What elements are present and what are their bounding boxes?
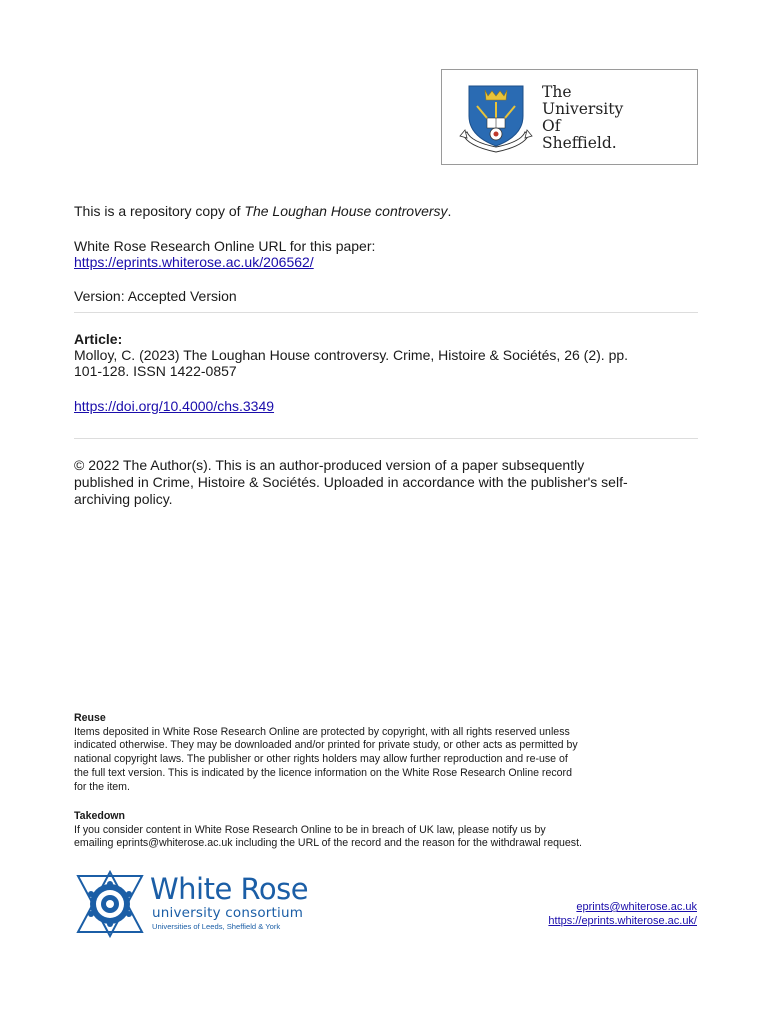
article-citation: Molloy, C. (2023) The Loughan House controversy. Crime, Histoire & Sociétés, 26 (2). pp. bbox=[74, 347, 629, 363]
university-crest-icon bbox=[457, 80, 535, 156]
university-name-line: Sheffield. bbox=[542, 134, 617, 152]
reuse-text: the full text version. This is indicated by the licence information on the White Rose Research Online record bbox=[74, 766, 572, 779]
paper-title: The Loughan House controversy bbox=[244, 203, 448, 219]
university-name-line: University bbox=[542, 100, 624, 118]
white-rose-universities: Universities of Leeds, Sheffield & York bbox=[152, 922, 281, 931]
contact-email-link[interactable]: eprints@whiterose.ac.uk bbox=[576, 901, 697, 913]
reuse-text: indicated otherwise. They may be downloaded and/or printed for private study, or other acts as permitted by bbox=[74, 739, 578, 752]
university-logo bbox=[441, 69, 698, 165]
reuse-heading: Reuse bbox=[74, 712, 106, 724]
divider bbox=[74, 438, 698, 439]
university-name-line: The bbox=[542, 83, 572, 101]
takedown-text: emailing eprints@whiterose.ac.uk including the URL of the record and the reason for the withdrawal request. bbox=[74, 837, 582, 850]
version-text: Version: Accepted Version bbox=[74, 288, 237, 304]
reuse-section bbox=[74, 712, 698, 794]
reuse-text: for the item. bbox=[74, 780, 130, 793]
contact-website-link[interactable]: https://eprints.whiterose.ac.uk/ bbox=[548, 915, 697, 927]
takedown-section bbox=[74, 810, 698, 851]
white-rose-subtitle: university consortium bbox=[152, 905, 304, 921]
repository-suffix: . bbox=[447, 203, 452, 219]
divider bbox=[74, 312, 698, 313]
copyright-text: © 2022 The Author(s). This is an author-produced version of a paper subsequently bbox=[74, 457, 585, 473]
article-citation: 101-128. ISSN 1422-0857 bbox=[74, 363, 237, 379]
takedown-heading: Takedown bbox=[74, 810, 126, 822]
paper-url-link[interactable]: https://eprints.whiterose.ac.uk/206562/ bbox=[74, 254, 314, 270]
url-label: White Rose Research Online URL for this paper: bbox=[74, 238, 376, 254]
reuse-text: Items deposited in White Rose Research Online are protected by copyright, with all rights reserved unless bbox=[74, 725, 570, 738]
repository-statement bbox=[74, 203, 698, 220]
takedown-text: If you consider content in White Rose Research Online to be in breach of UK law, please notify us by bbox=[74, 823, 546, 836]
copyright-text: archiving policy. bbox=[74, 491, 173, 507]
copyright-text: published in Crime, Histoire & Sociétés. Uploaded in accordance with the publisher's self- bbox=[74, 474, 628, 490]
repository-prefix: This is a repository copy of bbox=[74, 203, 245, 219]
university-name-line: Of bbox=[542, 117, 561, 135]
university-name bbox=[542, 84, 623, 152]
article-heading: Article: bbox=[74, 331, 123, 347]
white-rose-icon bbox=[76, 870, 144, 938]
reuse-text: national copyright laws. The publisher or other rights holders may allow further reproduction and re-use of bbox=[74, 753, 568, 766]
white-rose-title: White Rose bbox=[150, 872, 309, 906]
doi-link[interactable]: https://doi.org/10.4000/chs.3349 bbox=[74, 398, 275, 414]
